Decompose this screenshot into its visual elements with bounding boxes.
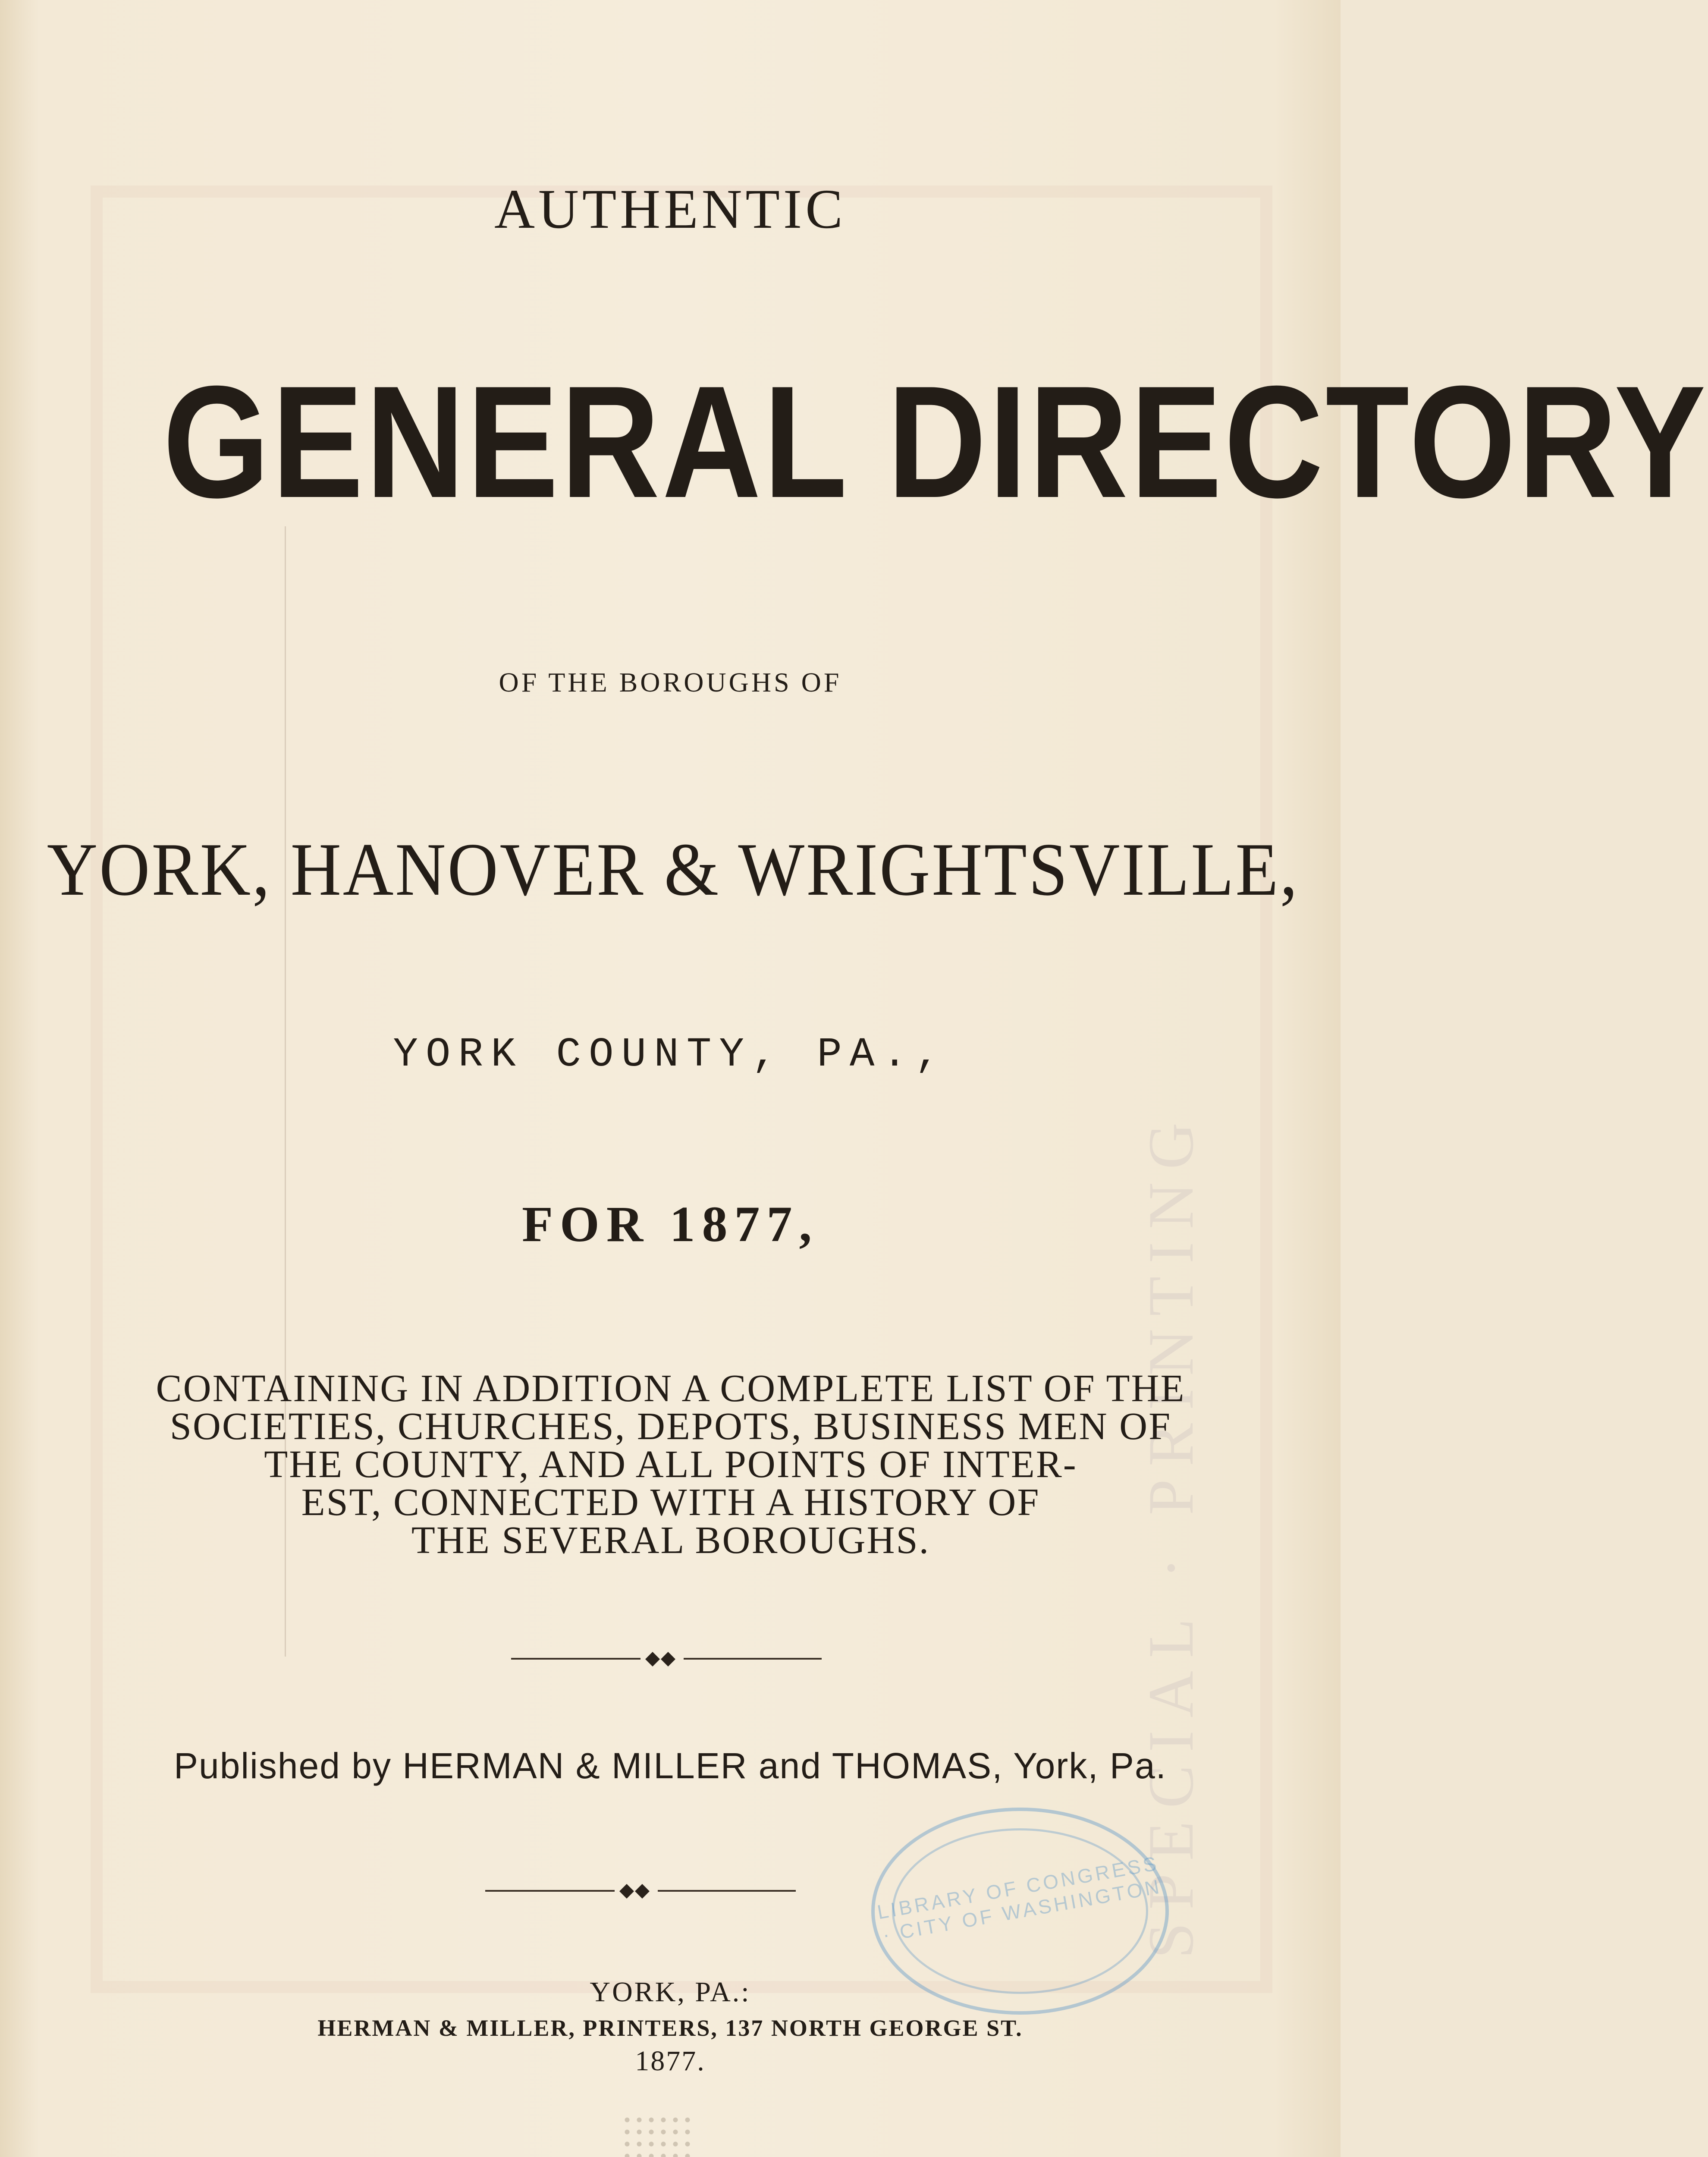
county-heading: YORK COUNTY, PA., [393, 1031, 948, 1078]
kicker-heading: AUTHENTIC [494, 178, 846, 240]
year-heading: FOR 1877, [521, 1196, 819, 1252]
perforation-mark [621, 2114, 690, 2157]
contents-line: SOCIETIES, CHURCHES, DEPOTS, BUSINESS MEN OF [170, 1405, 1172, 1448]
contents-line: THE COUNTY, AND ALL POINTS OF INTER- [264, 1443, 1077, 1486]
publisher-line: Published by HERMAN & MILLER and THOMAS, York, Pa. [173, 1745, 1167, 1786]
ornamental-rule [511, 1646, 822, 1672]
ornamental-rule [485, 1878, 796, 1904]
imprint-place: YORK, PA.: [590, 1976, 751, 2008]
boroughs-heading: YORK, HANOVER & WRIGHTSVILLE, [47, 827, 1299, 911]
contents-line: THE SEVERAL BOROUGHS. [411, 1519, 930, 1562]
show-through-mirrored-text: SPECIAL · PRINTING [1135, 1110, 1207, 1959]
imprint-printers: HERMAN & MILLER, PRINTERS, 137 NORTH GEORGE ST. [317, 2015, 1023, 2041]
contents-line: CONTAINING IN ADDITION A COMPLETE LIST OF THE [156, 1367, 1186, 1410]
library-stamp-text: LIBRARY OF CONGRESS · CITY OF WASHINGTON [875, 1852, 1164, 1946]
subtitle-of-the-boroughs: OF THE BOROUGHS OF [499, 667, 842, 698]
imprint-year: 1877. [635, 2045, 706, 2077]
contents-line: EST, CONNECTED WITH A HISTORY OF [301, 1481, 1040, 1524]
contents-description [78, 1367, 1264, 1562]
main-title: GENERAL DIRECTORY [163, 353, 1708, 531]
